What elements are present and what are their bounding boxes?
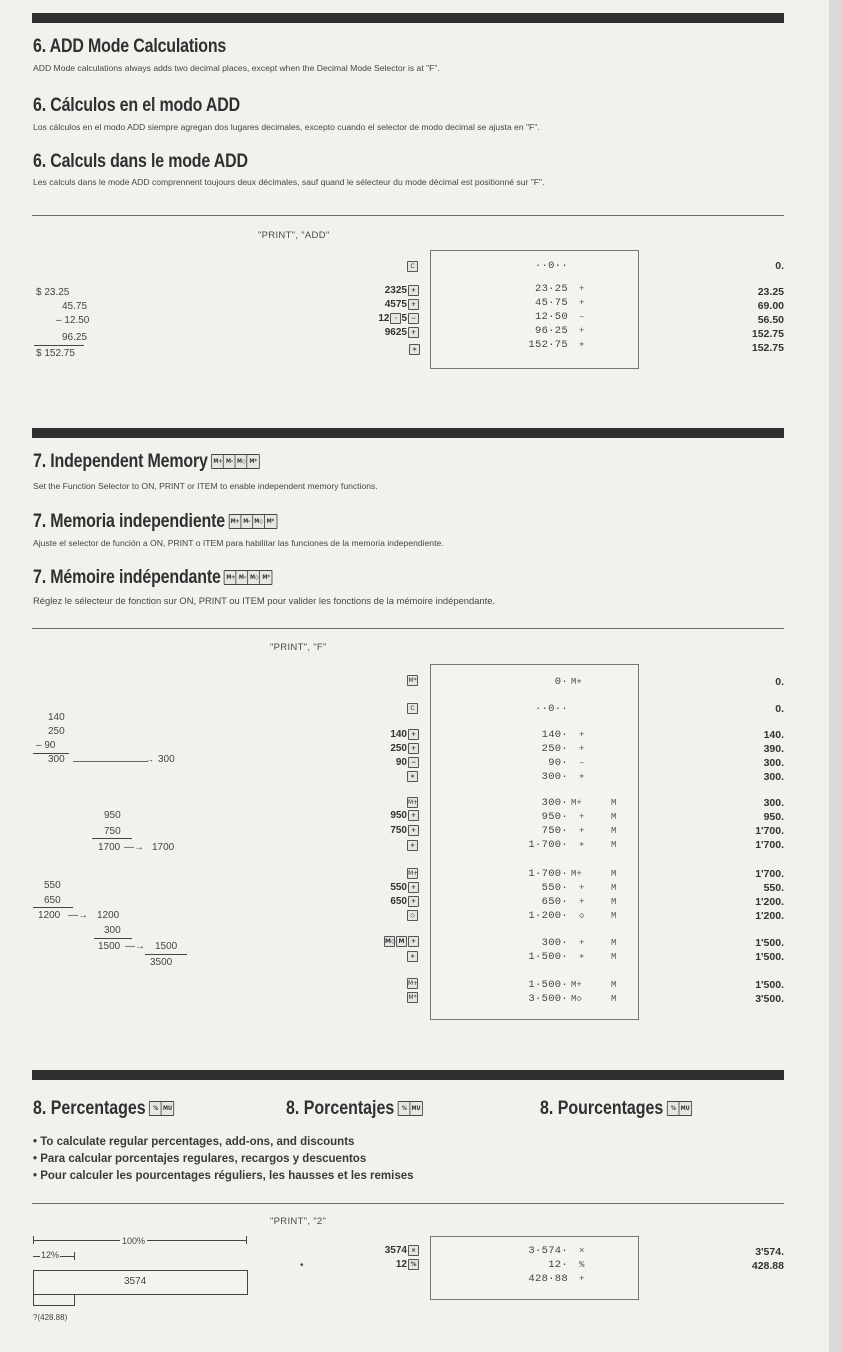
s7-tape-sym: + xyxy=(579,826,585,836)
s7-work-line xyxy=(33,907,73,908)
total-key-icon: ∗ xyxy=(407,771,418,782)
plus-key-icon: + xyxy=(408,810,419,821)
s7-display: 3'500. xyxy=(755,993,784,1005)
minus-key-icon: − xyxy=(408,757,419,768)
section-7-setting: "PRINT", "F" xyxy=(270,642,327,653)
arrow-icon: —→ xyxy=(125,941,145,952)
memory-total-key-icon: M* xyxy=(408,994,417,1001)
memory-keys-icon: M+ M– M◇ M* xyxy=(224,567,271,589)
s7-tape-sym: + xyxy=(579,730,585,740)
s7-work-b: 750 xyxy=(104,826,121,837)
s6-display: 69.00 xyxy=(757,300,784,312)
s7-key-row xyxy=(383,936,419,947)
s7-display: 550. xyxy=(763,882,784,894)
s7-display: 300. xyxy=(763,771,784,783)
s7-tape-num: ··0·· xyxy=(534,703,568,715)
s7-tape-num: 1·700· xyxy=(528,839,568,851)
section-7-text-en: Set the Function Selector to ON, PRINT or ITEM to enable independent memory functions. xyxy=(33,481,378,491)
s6-key-12: 12 xyxy=(378,313,390,325)
s7-tape-sym: ∗ xyxy=(579,952,585,962)
s6-work-4: 96.25 xyxy=(62,332,88,343)
memory-indicator: M xyxy=(611,980,617,990)
memory-keys-icon: M+ M– M◇ M* xyxy=(228,511,275,533)
total-key-icon: ∗ xyxy=(407,840,418,851)
s7-tape-num: 950· xyxy=(541,811,568,823)
s6-key-4575: 4575 xyxy=(384,299,407,311)
s6-tape-sym: + xyxy=(579,326,585,336)
section-6-text-en: ADD Mode calculations always adds two decimal places, except when the Decimal Mode Selector is at "F". xyxy=(33,63,440,73)
s7-tape-num: 1·700· xyxy=(528,868,568,880)
s7-display: 1'700. xyxy=(755,839,784,851)
diagram-12-label: 12% xyxy=(41,1250,60,1260)
s7-key-row: 250 + xyxy=(390,743,419,754)
memory-indicator: M xyxy=(611,883,617,893)
memory-clear-key-icon: M* xyxy=(408,677,417,684)
s7-key-row: 750 + xyxy=(390,825,419,836)
section-8-bar xyxy=(32,1070,784,1080)
s7-display: 0. xyxy=(775,676,784,688)
memory-plus-key-icon: M+ xyxy=(408,799,419,806)
s6-key-row-1 xyxy=(385,285,419,296)
s7-work-a: 250 xyxy=(48,726,65,737)
section-8-title-en: 8. Percentages % MU xyxy=(33,1098,173,1120)
s8-display: 428.88 xyxy=(751,1260,784,1272)
s6-key-row-4 xyxy=(385,327,419,338)
s8-tape-num: 428·88 xyxy=(528,1273,568,1285)
s7-tape-num: 140· xyxy=(541,729,568,741)
plus-key-icon: + xyxy=(408,896,419,907)
percent-keys-icon: % MU xyxy=(667,1098,691,1120)
s6-tape-sym: – xyxy=(579,312,585,322)
s7-work-b: 1700 xyxy=(152,842,175,853)
s7-key-row: 90 − xyxy=(396,757,419,768)
section-6-text-fr: Les calculs dans le mode ADD comprennent toujours deux décimales, sauf quand le sélecteur du mode décimal est positionné sur "F". xyxy=(33,177,545,187)
memory-plus-key-icon: M+ xyxy=(408,980,419,987)
diagram-result: ?(428.88) xyxy=(33,1313,68,1322)
s6-tape-num: ··0·· xyxy=(534,260,568,272)
s7-tape-num: 3·500· xyxy=(528,993,568,1005)
s7-tape-sym: + xyxy=(579,938,585,948)
memory-keys-icon: M+ M– M◇ M* xyxy=(211,451,258,473)
s7-display: 390. xyxy=(763,743,784,755)
s7-work-c: 3500 xyxy=(150,957,173,968)
s6-display: 23.25 xyxy=(757,286,784,298)
s8-tape-sym: × xyxy=(579,1246,585,1256)
section-8-rule xyxy=(32,1203,784,1204)
s8-tape-num: 12· xyxy=(548,1259,568,1271)
s6-work-2: 45.75 xyxy=(62,301,88,312)
section-7-text-es: Ajuste el selector de función a ON, PRINT o ITEM para habilitar las funciones de la memoria independiente. xyxy=(33,538,444,548)
s7-tape-sym: + xyxy=(579,744,585,754)
s7-tape-num: 1·500· xyxy=(528,951,568,963)
s7-work-line xyxy=(145,954,187,955)
plus-key-icon: + xyxy=(408,285,419,296)
plus-key-icon: + xyxy=(408,825,419,836)
s7-tape-sym: + xyxy=(579,812,585,822)
s7-tape-num: 300· xyxy=(541,771,568,783)
s7-work-b: 1700 xyxy=(98,842,121,853)
s7-work-c: 1200 xyxy=(38,910,61,921)
section-8-bullet-en: • To calculate regular percentages, add-ons, and discounts xyxy=(33,1136,355,1148)
s6-tape-num: 152·75 xyxy=(528,339,568,351)
s8-display: 3'574. xyxy=(755,1246,784,1258)
s7-tape-sym: M∗ xyxy=(571,677,582,687)
s7-tape-num: 550· xyxy=(541,882,568,894)
s7-work-b: 950 xyxy=(104,810,121,821)
memory-key-icon: M xyxy=(396,936,407,947)
s7-tape-sym: + xyxy=(579,883,585,893)
s6-key-row-2 xyxy=(385,299,419,310)
s7-display: 300. xyxy=(763,797,784,809)
s7-work-a: – 90 xyxy=(36,740,56,751)
section-7-text-fr: Réglez le sélecteur de fonction sur ON, PRINT ou ITEM pour valider les fonctions de la mémoire indépendante. xyxy=(33,595,496,606)
s7-work-c: 1200 xyxy=(97,910,120,921)
section-6-title-fr: 6. Calculs dans le mode ADD xyxy=(33,151,248,172)
memory-indicator: M xyxy=(611,952,617,962)
s7-work-c: 1500 xyxy=(98,941,121,952)
plus-key-icon: + xyxy=(408,936,419,947)
subtotal-key-icon: ◇ xyxy=(407,910,418,921)
s8-tape-sym: % xyxy=(579,1260,585,1270)
percent-keys-icon: % MU xyxy=(398,1098,422,1120)
clear-key-icon: C xyxy=(407,703,418,714)
s6-display: 56.50 xyxy=(757,314,784,326)
s8-key-row: 3574 × xyxy=(385,1245,419,1256)
dot-marker: • xyxy=(300,1260,304,1271)
s7-display: 1'200. xyxy=(755,896,784,908)
s7-tape-sym: – xyxy=(579,758,585,768)
s6-key-5: 5 xyxy=(401,313,407,325)
memory-indicator: M xyxy=(611,897,617,907)
s7-display: 1'200. xyxy=(755,910,784,922)
section-7-title-en: 7. Independent Memory M+ M– M◇ M* xyxy=(33,451,258,473)
plus-key-icon: + xyxy=(408,299,419,310)
s8-key-row: 12 % xyxy=(396,1259,419,1270)
s7-key-row: 650 + xyxy=(390,896,419,907)
minus-key-icon: − xyxy=(408,313,419,324)
section-8-title-fr: 8. Pourcentages % MU xyxy=(540,1098,690,1120)
s7-work-c: 550 xyxy=(44,880,61,891)
section-7-rule xyxy=(32,628,784,629)
s7-display: 300. xyxy=(763,757,784,769)
arrow-icon: —→ xyxy=(124,842,144,853)
section-6-text-es: Los cálculos en el modo ADD siempre agregan dos lugares decimales, excepto cuando el selector de modo decimal se ajusta en "F". xyxy=(33,122,540,132)
plus-key-icon: + xyxy=(408,882,419,893)
s7-tape-sym: M+ xyxy=(571,869,582,879)
memory-plus-key-icon: M+ xyxy=(408,870,419,877)
s7-display: 1'500. xyxy=(755,937,784,949)
diagram-value: 3574 xyxy=(124,1276,147,1287)
s6-tape-num: 45·75 xyxy=(534,297,568,309)
s7-tape-num: 750· xyxy=(541,825,568,837)
clear-key-icon: C xyxy=(407,261,418,272)
s6-display: 152.75 xyxy=(751,342,784,354)
s7-key-row: 950 + xyxy=(390,810,419,821)
arrow-icon: —→ xyxy=(68,910,88,921)
s7-key-row: 550 + xyxy=(390,882,419,893)
s7-display: 0. xyxy=(775,703,784,715)
s7-tape-num: 250· xyxy=(541,743,568,755)
s7-tape-num: 650· xyxy=(541,896,568,908)
s7-tape-sym: ∗ xyxy=(579,840,585,850)
section-6-title-en: 6. ADD Mode Calculations xyxy=(33,36,227,57)
section-7-title-es: 7. Memoria independiente M+ M– M◇ M* xyxy=(33,511,275,533)
s7-work-a: 300 xyxy=(158,754,175,765)
section-8-bullet-fr: • Pour calculer les pourcentages réguliers, les hausses et les remises xyxy=(33,1170,414,1182)
s7-tape-sym: ∗ xyxy=(579,772,585,782)
s7-work-line xyxy=(94,938,132,939)
s7-display: 140. xyxy=(763,729,784,741)
diagram-100-label: 100% xyxy=(122,1236,146,1246)
s7-tape-num: 300· xyxy=(541,937,568,949)
s7-tape-num: 0· xyxy=(554,676,568,688)
section-8-setting: "PRINT", "2" xyxy=(270,1216,327,1227)
section-6-title-es: 6. Cálculos en el modo ADD xyxy=(33,95,240,116)
memory-indicator: M xyxy=(611,812,617,822)
memory-indicator: M xyxy=(611,994,617,1004)
section-8-bullet-es: • Para calcular porcentajes regulares, recargos y descuentos xyxy=(33,1153,367,1165)
s6-key-2325: 2325 xyxy=(384,285,407,297)
s7-tape-sym: M+ xyxy=(571,798,582,808)
memory-indicator: M xyxy=(611,826,617,836)
s7-tape-num: 1·500· xyxy=(528,979,568,991)
percent-key-icon: % xyxy=(408,1259,419,1270)
memory-recall-key-icon: M◇ xyxy=(385,938,396,945)
multiply-key-icon: × xyxy=(408,1245,419,1256)
page-edge xyxy=(829,0,841,1352)
s7-display: 1'700. xyxy=(755,868,784,880)
s7-tape-num: 90· xyxy=(548,757,568,769)
s6-printer-tape xyxy=(430,250,639,369)
s6-tape-num: 12·50 xyxy=(534,311,568,323)
s7-work-c: 650 xyxy=(44,895,61,906)
s7-display: 1'500. xyxy=(755,979,784,991)
arrow-icon: → xyxy=(146,755,154,764)
s7-printer-tape xyxy=(430,664,639,1020)
plus-key-icon: + xyxy=(408,729,419,740)
section-6-bar xyxy=(32,13,784,23)
s6-work-total: $ 152.75 xyxy=(36,348,75,359)
memory-indicator: M xyxy=(611,911,617,921)
s6-key-row-3 xyxy=(378,313,419,324)
s7-work-c: 1500 xyxy=(155,941,178,952)
memory-indicator: M xyxy=(611,840,617,850)
memory-indicator: M xyxy=(611,869,617,879)
s6-work-1: $ 23.25 xyxy=(36,287,70,298)
section-7-bar xyxy=(32,428,784,438)
s7-tape-num: 1·200· xyxy=(528,910,568,922)
s7-tape-sym: M+ xyxy=(571,980,582,990)
percent-keys-icon: % MU xyxy=(149,1098,173,1120)
s7-tape-sym: ◇ xyxy=(579,911,585,921)
decimal-key-icon: · xyxy=(390,313,401,324)
s6-display: 0. xyxy=(775,260,784,272)
total-key-icon: ∗ xyxy=(407,951,418,962)
s7-display: 950. xyxy=(763,811,784,823)
s6-work-line xyxy=(34,345,84,346)
memory-indicator: M xyxy=(611,798,617,808)
s7-display: 1'500. xyxy=(755,951,784,963)
s7-work-a: 140 xyxy=(48,712,65,723)
s7-key-row: 140 + xyxy=(390,729,419,740)
s7-tape-num: 300· xyxy=(541,797,568,809)
s6-key-9625: 9625 xyxy=(384,327,407,339)
s7-tape-sym: M◇ xyxy=(571,994,582,1004)
s8-tape-sym: + xyxy=(579,1274,585,1284)
s7-work-c: 300 xyxy=(104,925,121,936)
s6-display: 152.75 xyxy=(751,328,784,340)
s6-tape-sym: ∗ xyxy=(579,340,585,350)
memory-indicator: M xyxy=(611,938,617,948)
s6-work-3: – 12.50 xyxy=(56,315,90,326)
s7-tape-sym: + xyxy=(579,897,585,907)
s8-tape-num: 3·574· xyxy=(528,1245,568,1257)
section-6-setting: "PRINT", "ADD" xyxy=(258,230,330,241)
plus-key-icon: + xyxy=(408,743,419,754)
section-6-rule xyxy=(32,215,784,216)
plus-key-icon: + xyxy=(408,327,419,338)
s6-tape-num: 96·25 xyxy=(534,325,568,337)
s7-display: 1'700. xyxy=(755,825,784,837)
total-key-icon: ∗ xyxy=(409,344,420,355)
section-8-title-es: 8. Porcentajes % MU xyxy=(286,1098,421,1120)
s7-work-a: 300 xyxy=(48,754,65,765)
section-7-title-fr: 7. Mémoire indépendante M+ M– M◇ M* xyxy=(33,567,271,589)
s7-work-line xyxy=(92,838,132,839)
s6-tape-sym: + xyxy=(579,298,585,308)
s6-tape-num: 23·25 xyxy=(534,283,568,295)
s6-tape-sym: + xyxy=(579,284,585,294)
s8-printer-tape xyxy=(430,1236,639,1300)
arrow-line xyxy=(73,761,148,762)
